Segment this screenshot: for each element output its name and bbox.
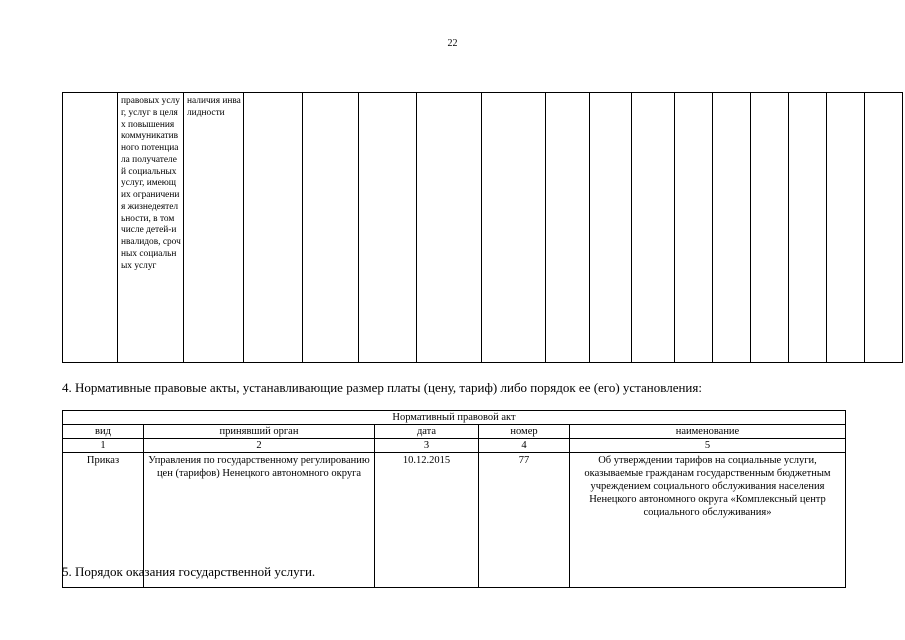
column-number: 1	[63, 439, 144, 453]
section-5-heading: 5. Порядок оказания государственной услуги.	[62, 564, 316, 579]
act-date: 10.12.2015	[375, 453, 479, 588]
condition-text: наличия инвалидности	[187, 96, 241, 118]
table-row	[63, 425, 846, 439]
group-header-cell: Нормативный правовой акт	[63, 411, 846, 425]
column-number: 2	[144, 439, 375, 453]
act-number: 77	[479, 453, 570, 588]
grid-cell	[546, 93, 590, 363]
grid-cell	[865, 93, 903, 363]
section-4-heading: 4. Нормативные правовые акты, устанавливающие размер платы (цену, тариф) либо порядок ее (его) установления:	[62, 380, 702, 395]
upper-continuation-table	[62, 92, 903, 363]
grid-cell	[482, 93, 546, 363]
grid-cell	[359, 93, 417, 363]
act-authority: Управления по государственному регулированию цен (тарифов) Ненецкого автономного округа	[144, 453, 375, 588]
act-kind: Приказ	[63, 453, 144, 588]
page-number: 22	[447, 38, 458, 49]
grid-cell	[303, 93, 359, 363]
grid-cell-condition	[184, 93, 244, 363]
normative-acts-table	[62, 410, 846, 588]
column-number: 3	[375, 439, 479, 453]
service-description-text: правовых услуг, услуг в целях повышения коммуникативного потенциала получателей социальных услуг, имеющих ограничения жизнедеятельности, в том числе детей-инвалидов, срочных социальных услуг	[121, 96, 181, 271]
grid-cell	[789, 93, 827, 363]
header-authority: принявший орган	[144, 425, 375, 439]
grid-cell	[632, 93, 675, 363]
grid-cell	[751, 93, 789, 363]
header-number: номер	[479, 425, 570, 439]
grid-cell	[713, 93, 751, 363]
grid-cell-service-description	[118, 93, 184, 363]
column-number: 5	[570, 439, 846, 453]
grid-cell	[827, 93, 865, 363]
header-kind: вид	[63, 425, 144, 439]
grid-cell	[590, 93, 632, 363]
header-name: наименование	[570, 425, 846, 439]
grid-cell	[244, 93, 303, 363]
header-date: дата	[375, 425, 479, 439]
grid-cell	[675, 93, 713, 363]
grid-cell	[417, 93, 482, 363]
table-row	[63, 411, 846, 425]
table-row	[63, 439, 846, 453]
act-name: Об утверждении тарифов на социальные услуги, оказываемые гражданам государственным бюджетным учреждением социального обслуживания населения Ненецкого автономного округа «Комплексный центр социального обслуживания»	[570, 453, 846, 588]
grid-cell	[63, 93, 118, 363]
column-number: 4	[479, 439, 570, 453]
